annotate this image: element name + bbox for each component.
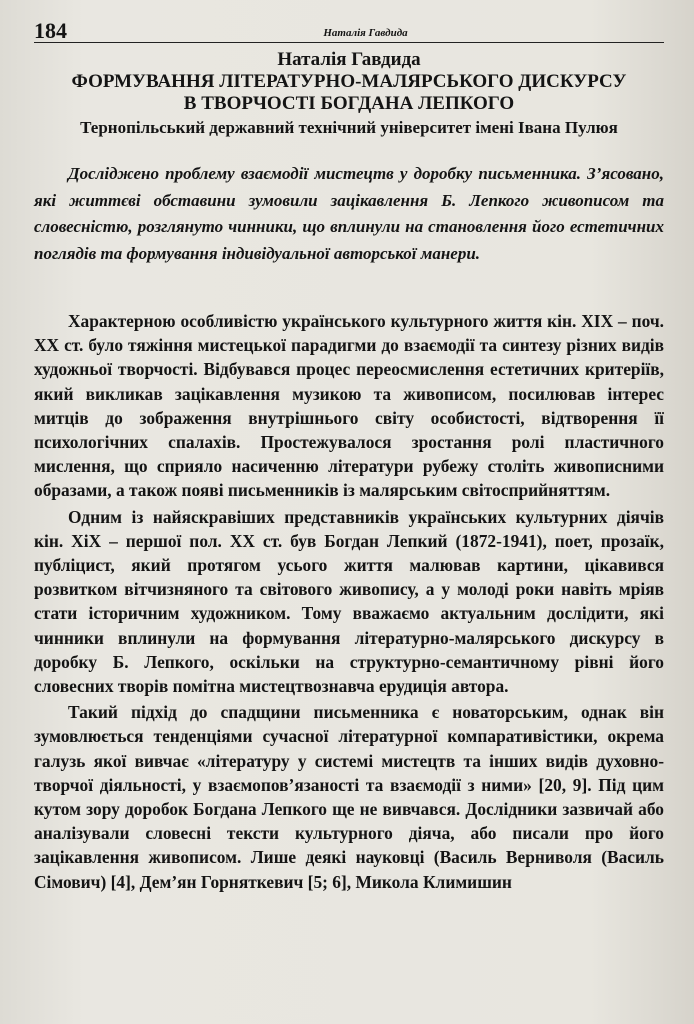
- body-paragraph-2: Одним із найяскравіших представників українських культурних діячів кін. XiX – першої пол. XX ст. був Богдан Лепкий (1872-1941), поет, прозаїк, публіцист, який протягом усього життя малював картини, цікавився розвитком вітчизняного та світового живопису, а у молоді роки навіть мріяв стати історичним художником. Тому вважаємо актуальним дослідити, які чинники вплинули на формування літературно-малярського дискурсу в доробку Б. Лепкого, оскільки на структурно-семантичному рівні його словесних творів помітна мистецтвознавча ерудиція автора.: [34, 506, 664, 697]
- body-paragraph-3: Такий підхід до спадщини письменника є новаторським, однак він зумовлюється тенденціями сучасної літературної компаративістики, окрема галузь якої вивчає «літературу у системі мистецтв та інших видів духовно-творчої діяльності, у взаємопов’язаності та взаємодії з ними» [20, 9]. Під цим кутом зору доробок Богдана Лепкого ще не вивчався. Дослідники зазвичай або аналізували словесні тексти культурного діяча, або писали про його зацікавлення живописом. Лише деякі науковці (Василь Верниволя (Василь Сімович) [4], Дем’ян Горняткевич [5; 6], Микола Климишин: [34, 702, 664, 892]
- body-paragraph-1: Характерною особливістю українського культурного життя кін. XIX – поч. XX ст. було тяжіння мистецької парадигми до взаємодії та синтезу різних видів художньої творчості. Відбувався процес переосмислення естетичних критеріїв, який викликав зацікавлення музикою та живописом, посилював інтерес митців до зображення внутрішнього світу особистості, відтворення її психологічних спалахів. Простежувалося зростання ролі пластичного мислення, що сприяло насиченню літератури рубежу століть живописними образами, а також появі письменників із малярським світосприйняттям.: [34, 311, 664, 501]
- article-affiliation: Тернопільський державний технічний університет імені Івана Пулюя: [80, 118, 618, 137]
- article-title-line-2: В ТВОРЧОСТІ БОГДАНА ЛЕПКОГО: [183, 93, 515, 114]
- article-author: Наталія Гавдида: [277, 49, 421, 70]
- page-header: [34, 14, 664, 43]
- article-title-line-1: ФОРМУВАННЯ ЛІТЕРАТУРНО-МАЛЯРСЬКОГО ДИСКУРСУ: [71, 71, 627, 92]
- running-head: Наталія Гавдида: [323, 27, 408, 39]
- article-abstract: Досліджено проблему взаємодії мистецтв у доробку письменника. З’ясовано, які життєві обставини зумовили зацікавлення Б. Лепкого живописом та словесністю, розглянуто чинники, що вплинули на становлення його естетичних поглядів та формування індивідуальної авторської манери.: [34, 164, 664, 263]
- page-number: 184: [34, 18, 67, 43]
